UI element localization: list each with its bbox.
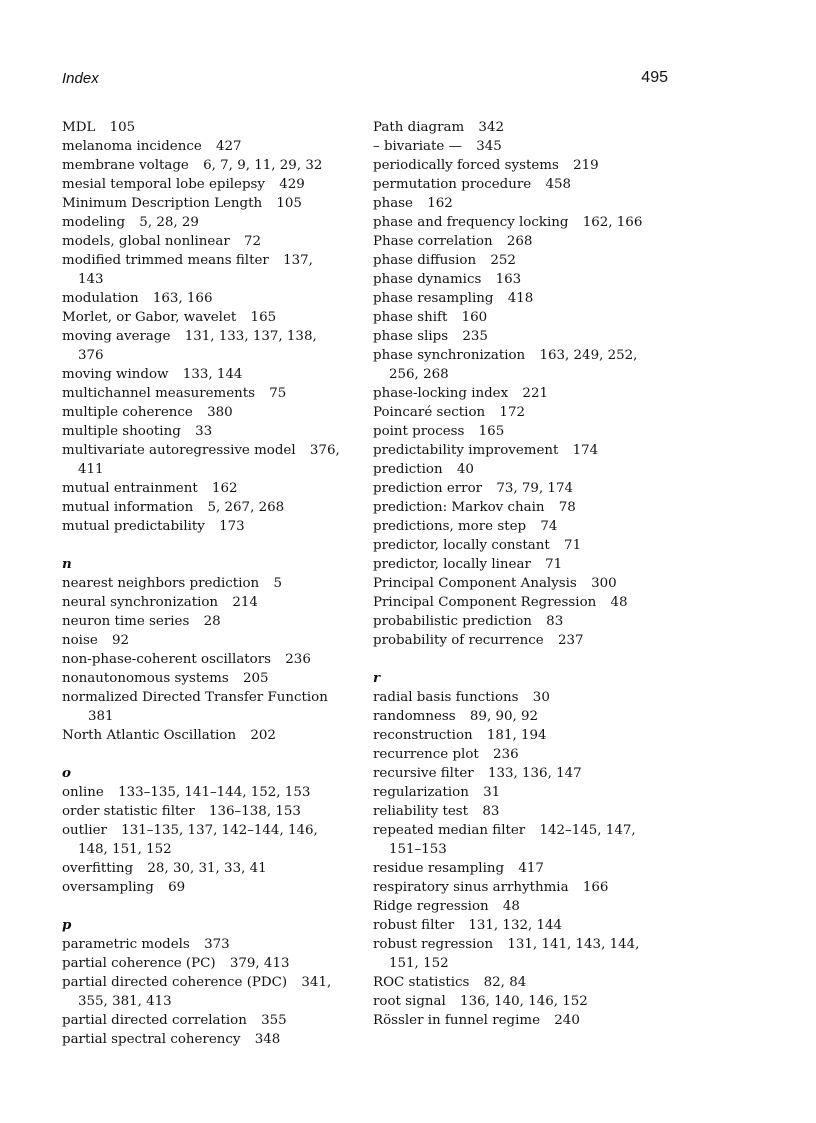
index-section	[62, 916, 342, 1049]
index-entry	[373, 745, 643, 764]
index-pages: 73, 79, 174	[496, 481, 573, 496]
index-term: noise	[62, 633, 98, 648]
index-term: phase shift	[373, 310, 448, 325]
index-entry	[373, 1011, 643, 1030]
index-term: non-phase-coherent oscillators	[62, 652, 272, 667]
index-entry	[373, 232, 643, 251]
index-pages: 133–135, 141–144, 152, 153	[118, 785, 311, 800]
index-entry	[62, 802, 342, 821]
index-term: robust regression	[373, 937, 494, 952]
index-entry	[62, 517, 342, 536]
index-entry	[62, 688, 342, 726]
index-entry	[373, 707, 643, 726]
index-pages: 162, 166	[582, 215, 643, 230]
index-term: multichannel measurements	[62, 386, 256, 401]
index-pages: 162	[427, 196, 453, 211]
index-entry	[62, 1011, 342, 1030]
index-term: modified trimmed means filter	[62, 253, 269, 268]
index-entry	[62, 726, 342, 745]
index-term: normalized Directed Transfer Function	[62, 690, 328, 705]
index-pages: 162	[211, 481, 238, 496]
index-term: Phase correlation	[373, 234, 493, 249]
index-term: models, global nonlinear	[62, 234, 230, 249]
index-entry	[373, 897, 643, 916]
index-term: parametric models	[62, 937, 190, 952]
index-pages: 28, 30, 31, 33, 41	[147, 861, 267, 876]
index-entry	[62, 859, 342, 878]
index-term: probabilistic prediction	[373, 614, 532, 629]
index-term: outlier	[62, 823, 107, 838]
index-pages: 427	[216, 139, 242, 154]
index-term: radial basis functions	[373, 690, 519, 705]
index-term: ROC statistics	[373, 975, 470, 990]
index-entry	[373, 555, 643, 574]
section-letter: n	[62, 556, 72, 572]
index-term: prediction error	[373, 481, 483, 496]
index-entry	[373, 479, 643, 498]
index-pages: 172	[499, 405, 525, 420]
index-term: permutation procedure	[373, 177, 532, 192]
index-pages: 181, 194	[486, 728, 547, 743]
index-pages: 174	[572, 443, 599, 458]
index-pages: 458	[545, 177, 571, 192]
index-entry	[62, 327, 342, 365]
index-term: Poincaré section	[373, 405, 486, 420]
index-term: mesial temporal lobe epilepsy	[62, 177, 265, 192]
index-column-left	[62, 118, 342, 1049]
index-entry	[373, 764, 643, 783]
page-number: 495	[641, 69, 668, 86]
index-term: moving average	[62, 329, 171, 344]
index-pages: 5	[273, 576, 282, 591]
index-term: – bivariate —	[373, 139, 462, 154]
index-entry	[373, 916, 643, 935]
index-term: online	[62, 785, 104, 800]
index-term: nonautonomous systems	[62, 671, 229, 686]
index-term: robust filter	[373, 918, 455, 933]
index-pages: 219	[573, 158, 599, 173]
index-term: modulation	[62, 291, 139, 306]
index-term: partial spectral coherency	[62, 1032, 241, 1047]
index-pages: 72	[244, 234, 262, 249]
index-pages: 236	[493, 747, 519, 762]
index-pages: 136–138, 153	[209, 804, 301, 819]
index-pages: 202	[250, 728, 276, 743]
index-entry	[62, 821, 342, 859]
index-pages: 240	[554, 1013, 580, 1028]
index-pages: 380	[207, 405, 233, 420]
index-entry	[373, 726, 643, 745]
index-term: predictor, locally constant	[373, 538, 550, 553]
index-term: partial coherence (PC)	[62, 956, 216, 971]
index-entry	[373, 783, 643, 802]
index-pages: 30	[532, 690, 550, 705]
index-pages: 163, 249, 252, 256, 268	[389, 348, 638, 382]
index-term: root signal	[373, 994, 446, 1009]
index-entry	[373, 308, 643, 327]
index-entry	[373, 441, 643, 460]
index-term: Path diagram	[373, 120, 465, 135]
index-term: Principal Component Analysis	[373, 576, 577, 591]
index-term: multiple coherence	[62, 405, 193, 420]
index-pages: 131–135, 137, 142–144, 146, 148, 151, 152	[78, 823, 318, 857]
index-term: order statistic filter	[62, 804, 195, 819]
index-section	[373, 118, 643, 650]
index-entry	[62, 251, 342, 289]
index-term: phase-locking index	[373, 386, 509, 401]
index-pages: 300	[591, 576, 617, 591]
index-pages: 342	[478, 120, 504, 135]
index-pages: 348	[254, 1032, 281, 1047]
index-section	[62, 764, 342, 897]
index-pages: 105	[276, 196, 302, 211]
index-entry	[373, 384, 643, 403]
index-term: phase and frequency locking	[373, 215, 569, 230]
index-entry	[62, 156, 342, 175]
index-term: randomness	[373, 709, 456, 724]
index-entry	[373, 156, 643, 175]
index-pages: 133, 144	[182, 367, 243, 382]
index-term: reconstruction	[373, 728, 473, 743]
index-pages: 83	[546, 614, 564, 629]
index-pages: 173	[219, 519, 245, 534]
index-entry	[373, 422, 643, 441]
index-entry	[373, 992, 643, 1011]
index-term: probability of recurrence	[373, 633, 544, 648]
index-term: moving window	[62, 367, 169, 382]
index-term: neural synchronization	[62, 595, 219, 610]
index-entry	[373, 175, 643, 194]
index-section	[373, 669, 643, 1030]
index-pages: 131, 133, 137, 138, 376	[78, 329, 317, 363]
index-term: Principal Component Regression	[373, 595, 597, 610]
index-entry	[62, 783, 342, 802]
index-entry	[373, 517, 643, 536]
index-pages: 214	[232, 595, 258, 610]
index-entry	[62, 574, 342, 593]
index-entry	[373, 137, 643, 156]
index-section	[62, 555, 342, 745]
index-pages: 40	[456, 462, 474, 477]
index-pages: 142–145, 147, 151–153	[389, 823, 636, 857]
index-term: mutual information	[62, 500, 194, 515]
index-pages: 341, 355, 381, 413	[78, 975, 332, 1009]
index-entry	[373, 536, 643, 555]
index-term: phase resampling	[373, 291, 494, 306]
index-pages: 381	[88, 709, 114, 724]
index-pages: 205	[243, 671, 269, 686]
index-entry	[62, 194, 342, 213]
index-entry	[373, 612, 643, 631]
index-pages: 48	[502, 899, 520, 914]
index-entry	[62, 308, 342, 327]
index-pages: 268	[506, 234, 533, 249]
index-pages: 355	[261, 1013, 287, 1028]
index-entry	[373, 878, 643, 897]
index-pages: 105	[109, 120, 136, 135]
index-pages: 163	[495, 272, 522, 287]
index-entry	[62, 137, 342, 156]
index-pages: 82, 84	[483, 975, 527, 990]
index-term: recursive filter	[373, 766, 474, 781]
index-pages: 69	[168, 880, 186, 895]
index-entry	[62, 669, 342, 688]
index-entry	[62, 118, 342, 137]
index-pages: 6, 7, 9, 11, 29, 32	[203, 158, 323, 173]
index-term: mutual entrainment	[62, 481, 198, 496]
index-term: membrane voltage	[62, 158, 189, 173]
index-entry	[62, 498, 342, 517]
section-letter: r	[373, 670, 381, 686]
index-pages: 165	[478, 424, 505, 439]
index-entry	[62, 631, 342, 650]
index-term: melanoma incidence	[62, 139, 202, 154]
index-pages: 136, 140, 146, 152	[460, 994, 588, 1009]
index-entry	[373, 327, 643, 346]
index-entry	[62, 289, 342, 308]
index-term: prediction: Markov chain	[373, 500, 545, 515]
index-entry	[373, 460, 643, 479]
index-pages: 418	[507, 291, 534, 306]
index-term: mutual predictability	[62, 519, 205, 534]
index-term: MDL	[62, 120, 96, 135]
index-entry	[373, 802, 643, 821]
index-entry	[373, 118, 643, 137]
section-letter: o	[62, 765, 71, 781]
index-term: predictability improvement	[373, 443, 559, 458]
index-term: phase slips	[373, 329, 449, 344]
index-entry	[373, 631, 643, 650]
index-entry	[373, 498, 643, 517]
index-entry	[62, 878, 342, 897]
index-entry	[62, 612, 342, 631]
index-pages: 252	[490, 253, 516, 268]
index-pages: 31	[483, 785, 501, 800]
index-term: phase	[373, 196, 413, 211]
index-entry	[62, 384, 342, 403]
index-pages: 48	[610, 595, 628, 610]
index-entry	[373, 821, 643, 859]
index-pages: 379, 413	[229, 956, 290, 971]
index-entry	[62, 441, 342, 479]
index-term: prediction	[373, 462, 443, 477]
index-pages: 163, 166	[152, 291, 213, 306]
index-entry	[373, 270, 643, 289]
index-entry	[62, 954, 342, 973]
index-term: predictor, locally linear	[373, 557, 531, 572]
index-term: respiratory sinus arrhythmia	[373, 880, 569, 895]
index-entry	[373, 973, 643, 992]
index-term: partial directed coherence (PDC)	[62, 975, 288, 990]
index-term: regularization	[373, 785, 469, 800]
index-pages: 131, 141, 143, 144, 151, 152	[389, 937, 640, 971]
index-entry	[62, 403, 342, 422]
index-pages: 28	[203, 614, 221, 629]
index-term: Minimum Description Length	[62, 196, 263, 211]
index-entry	[373, 251, 643, 270]
index-term: Ridge regression	[373, 899, 489, 914]
index-pages: 5, 28, 29	[139, 215, 199, 230]
index-term: multiple shooting	[62, 424, 181, 439]
index-pages: 33	[195, 424, 213, 439]
index-pages: 78	[558, 500, 576, 515]
index-entry	[373, 403, 643, 422]
index-term: predictions, more step	[373, 519, 527, 534]
index-entry	[373, 859, 643, 878]
index-pages: 75	[269, 386, 287, 401]
index-entry	[62, 973, 342, 1011]
index-pages: 235	[462, 329, 488, 344]
index-entry	[373, 213, 643, 232]
index-term: modeling	[62, 215, 126, 230]
index-entry	[62, 232, 342, 251]
index-term: phase dynamics	[373, 272, 482, 287]
index-entry	[62, 935, 342, 954]
index-pages: 160	[461, 310, 488, 325]
index-term: Morlet, or Gabor, wavelet	[62, 310, 237, 325]
index-section	[62, 118, 342, 536]
index-term: Rössler in funnel regime	[373, 1013, 541, 1028]
index-pages: 71	[564, 538, 582, 553]
index-pages: 373	[204, 937, 230, 952]
index-pages: 131, 132, 144	[468, 918, 563, 933]
index-entry	[373, 194, 643, 213]
index-term: recurrence plot	[373, 747, 479, 762]
index-entry	[62, 422, 342, 441]
index-pages: 137, 143	[78, 253, 313, 287]
index-term: reliability test	[373, 804, 469, 819]
index-entry	[62, 650, 342, 669]
index-pages: 5, 267, 268	[207, 500, 285, 515]
index-pages: 71	[545, 557, 563, 572]
index-entry	[62, 365, 342, 384]
index-pages: 417	[518, 861, 544, 876]
index-entry	[62, 479, 342, 498]
index-pages: 165	[250, 310, 277, 325]
index-pages: 345	[476, 139, 502, 154]
index-pages: 429	[279, 177, 305, 192]
index-entry	[373, 593, 643, 612]
index-pages: 221	[522, 386, 548, 401]
index-term: phase diffusion	[373, 253, 477, 268]
index-term: neuron time series	[62, 614, 190, 629]
section-letter: p	[62, 917, 72, 933]
index-pages: 236	[285, 652, 311, 667]
index-pages: 74	[540, 519, 558, 534]
index-pages: 83	[482, 804, 500, 819]
index-term: oversampling	[62, 880, 154, 895]
index-term: periodically forced systems	[373, 158, 559, 173]
index-term: residue resampling	[373, 861, 505, 876]
index-term: nearest neighbors prediction	[62, 576, 260, 591]
index-pages: 92	[112, 633, 130, 648]
index-pages: 237	[557, 633, 584, 648]
index-column-right	[373, 118, 643, 1030]
index-entry	[373, 346, 643, 384]
index-entry	[62, 213, 342, 232]
index-entry	[62, 593, 342, 612]
index-term: North Atlantic Oscillation	[62, 728, 237, 743]
index-pages: 166	[582, 880, 609, 895]
index-pages: 376, 411	[78, 443, 340, 477]
index-entry	[373, 289, 643, 308]
index-entry	[373, 935, 643, 973]
index-term: overfitting	[62, 861, 134, 876]
index-term: point process	[373, 424, 465, 439]
index-entry	[373, 688, 643, 707]
running-header-title: Index	[62, 70, 99, 87]
index-entry	[373, 574, 643, 593]
index-pages: 89, 90, 92	[469, 709, 539, 724]
index-term: repeated median filter	[373, 823, 526, 838]
index-term: multivariate autoregressive model	[62, 443, 296, 458]
index-entry	[62, 1030, 342, 1049]
index-term: phase synchronization	[373, 348, 526, 363]
index-pages: 133, 136, 147	[487, 766, 582, 781]
index-entry	[62, 175, 342, 194]
index-term: partial directed correlation	[62, 1013, 247, 1028]
